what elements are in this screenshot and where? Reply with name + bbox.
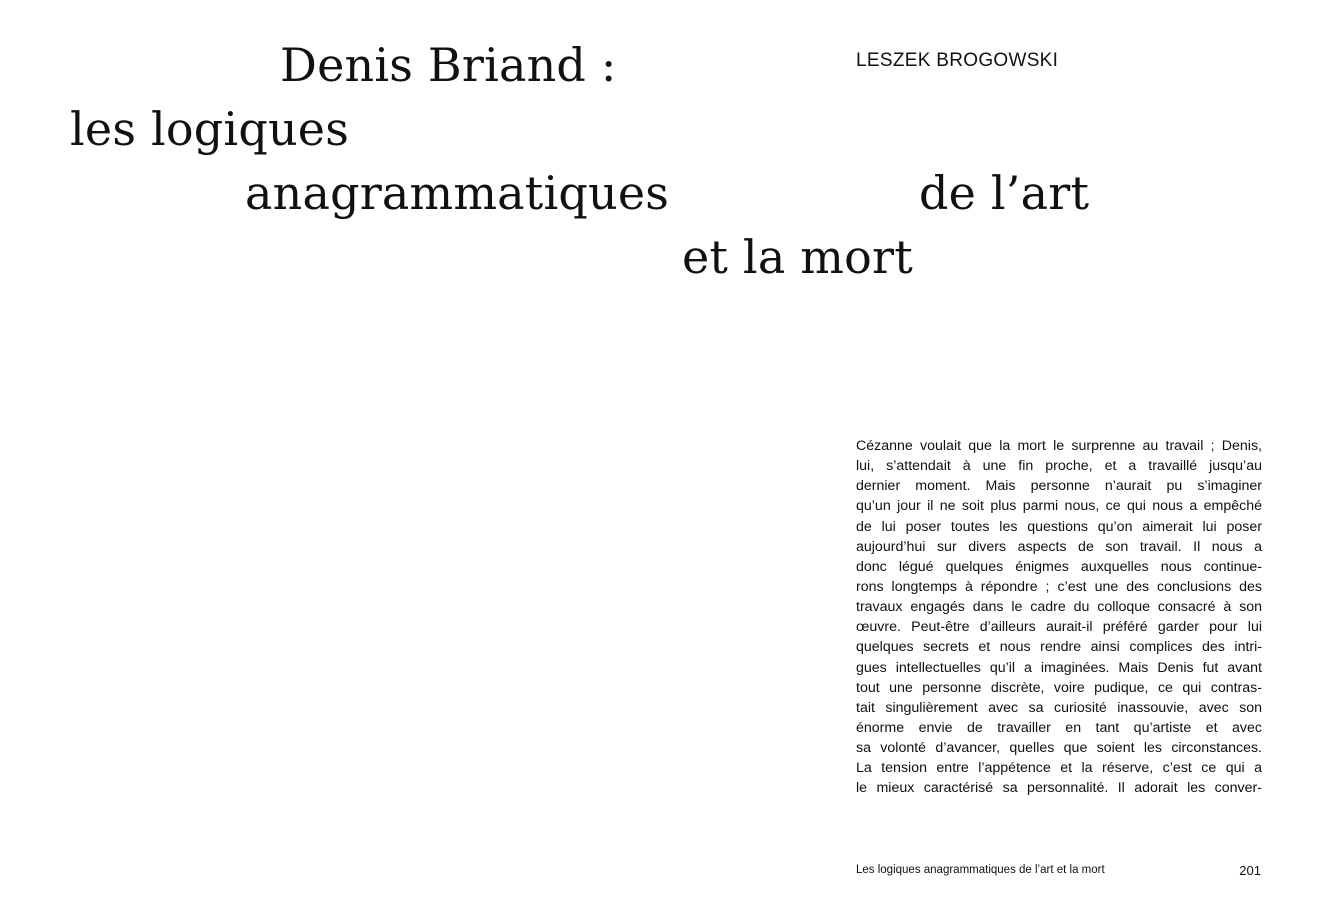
body-line: lui, s’attendait à une fin proche, et a travaillé jusqu’au xyxy=(856,458,1262,475)
body-line: de lui poser toutes les questions qu’on aimerait lui poser xyxy=(856,518,1262,535)
body-line: tout une personne discrète, voire pudique, ce qui contras- xyxy=(856,679,1262,696)
running-footer-title: Les logiques anagrammatiques de l’art et la mort xyxy=(856,864,1105,876)
body-line: qu’un jour il ne soit plus parmi nous, ce qui nous a empêché xyxy=(856,498,1262,515)
body-line: dernier moment. Mais personne n’aurait pu s’imaginer xyxy=(856,478,1262,495)
body-line: gues intellectuelles qu’il a imaginées. Mais Denis fut avant xyxy=(856,659,1262,676)
author-name: LESZEK BROGOWSKI xyxy=(856,50,1059,71)
title-line-5: et la mort xyxy=(682,230,913,284)
title-line-3: anagrammatiques xyxy=(245,166,670,220)
body-line: sa volonté d’avancer, quelles que soient les circonstances. xyxy=(856,740,1262,757)
body-line: quelques secrets et nous rendre ainsi complices des intri- xyxy=(856,639,1262,656)
body-line: aujourd’hui sur divers aspects de son travail. Il nous a xyxy=(856,538,1262,555)
body-line: La tension entre l’appétence et la réserve, c’est ce qui a xyxy=(856,760,1262,777)
body-line: œuvre. Peut-être d’ailleurs aurait-il préféré garder pour lui xyxy=(856,619,1262,636)
body-line: travaux engagés dans le cadre du colloque consacré à son xyxy=(856,599,1262,616)
body-line: Cézanne voulait que la mort le surprenne au travail ; Denis, xyxy=(856,438,1262,454)
title-line-2: les logiques xyxy=(70,102,350,156)
body-paragraph xyxy=(856,436,1262,799)
body-line: tait singulièrement avec sa curiosité inassouvie, avec son xyxy=(856,699,1262,716)
body-line: donc légué quelques énigmes auxquelles nous continue- xyxy=(856,558,1262,575)
body-line: le mieux caractérisé sa personnalité. Il adorait les conver- xyxy=(856,780,1262,797)
body-line: rons longtemps à répondre ; c’est une des conclusions des xyxy=(856,578,1262,595)
page-number: 201 xyxy=(1239,863,1261,878)
title-line-4: de l’art xyxy=(919,166,1090,220)
title-line-1: Denis Briand : xyxy=(280,38,617,92)
body-line: énorme envie de travailler en tant qu’artiste et avec xyxy=(856,719,1262,736)
